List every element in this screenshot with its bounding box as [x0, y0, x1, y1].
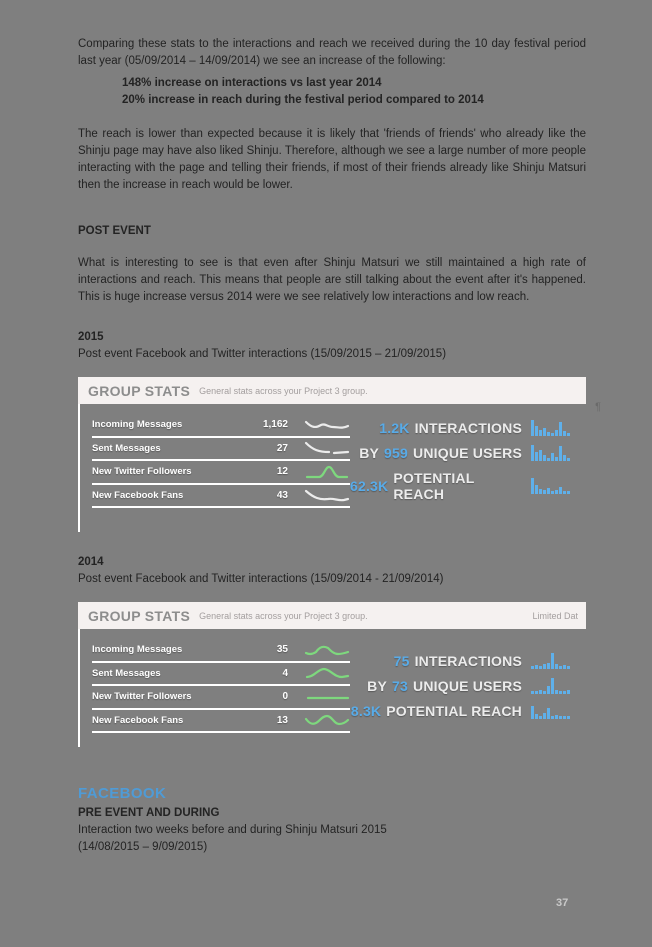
stat-unique-users	[367, 678, 570, 694]
row-value: 4	[282, 667, 288, 679]
paragraph-reach-explanation: The reach is lower than expected because it is likely that 'friends of friends' who already like the Shinju page may have also liked Shinju. Therefore, although we see a large number of more people interacting with the page and telling their friends, if most of their friends already like Shinju Matsuri then the increase in reach would be lower.	[78, 128, 586, 191]
pre-event-description: Interaction two weeks before and during Shinju Matsuri 2015	[78, 824, 387, 836]
sparkline-peak-icon	[304, 665, 350, 681]
pre-event-heading: PRE EVENT AND DURING	[78, 807, 220, 819]
row-label: Sent Messages	[92, 442, 161, 454]
row-label: Sent Messages	[92, 667, 161, 679]
bar-chart-icon	[531, 653, 570, 669]
paragraph-comparison: Comparing these stats to the interactions and reach we received during the 10 day festival period last year (05/09/2014 – 14/09/2014) we see an increase of the following:	[78, 38, 586, 67]
stat-label: UNIQUE USERS	[413, 678, 522, 694]
sparkline-bump-icon	[304, 642, 350, 658]
bar-chart-icon	[531, 478, 570, 494]
big-stats	[350, 414, 570, 508]
table-row	[92, 663, 350, 687]
sparkline-flat-icon	[304, 689, 350, 705]
table-row	[92, 461, 350, 485]
row-value: 13	[276, 714, 288, 726]
bar-chart-icon	[531, 678, 570, 694]
year-2015-heading: 2015	[78, 331, 104, 343]
group-stats-widget-2015	[78, 377, 601, 532]
stat-interactions	[394, 653, 570, 669]
paragraph-post-event: What is interesting to see is that even after Shinju Matsuri we still maintained a high rate of interactions and reach. This means that people are still talking about the event after it's happened. This is huge increase versus 2014 were we see relatively low interactions and low reach.	[78, 257, 586, 303]
widget-header	[78, 377, 586, 404]
stat-value: 1.2K	[379, 420, 410, 436]
pilcrow-mark: ¶	[595, 401, 601, 413]
bar-chart-icon	[531, 703, 570, 719]
list-item: 20% increase in reach during the festival period compared to 2014	[122, 94, 484, 106]
row-label: Incoming Messages	[92, 419, 183, 431]
widget-title: GROUP STATS	[88, 607, 191, 624]
sparkline-wave-icon	[304, 417, 350, 433]
table-row	[92, 485, 350, 509]
stat-value: 73	[392, 678, 409, 694]
stat-unique-users	[359, 445, 570, 461]
stat-label: POTENTIAL REACH	[386, 703, 522, 719]
stat-prefix: BY	[359, 445, 380, 461]
bar-chart-icon	[531, 420, 570, 436]
stat-prefix: BY	[367, 678, 388, 694]
list-item: 148% increase on interactions vs last year 2014	[122, 77, 382, 89]
limited-data-badge: Limited Dat	[532, 610, 578, 621]
row-value: 12	[276, 466, 288, 478]
facebook-section-heading: FACEBOOK	[78, 785, 167, 802]
table-row	[92, 686, 350, 710]
table-row	[92, 414, 350, 438]
stat-value: 959	[384, 445, 409, 461]
row-value: 35	[276, 644, 288, 656]
post-event-heading: POST EVENT	[78, 225, 151, 237]
year-2015-subtitle: Post event Facebook and Twitter interactions (15/09/2015 – 21/09/2015)	[78, 348, 447, 360]
sparkline-decline-icon	[304, 440, 350, 456]
sparkline-wave-icon	[304, 712, 350, 728]
year-2014-subtitle: Post event Facebook and Twitter interactions (15/09/2014 - 21/09/2014)	[78, 573, 444, 585]
stat-label: POTENTIAL REACH	[393, 470, 475, 502]
row-label: New Twitter Followers	[92, 691, 192, 703]
widget-subtitle: General stats across your Project 3 group.	[199, 610, 368, 621]
stat-potential-reach	[351, 703, 570, 719]
increase-stats-list	[122, 75, 586, 109]
stat-interactions	[379, 420, 570, 436]
stat-label: INTERACTIONS	[414, 420, 522, 436]
widget-title: GROUP STATS	[88, 382, 191, 399]
table-row	[92, 639, 350, 663]
widget-subtitle: General stats across your Project 3 group.	[199, 385, 368, 396]
row-value: 27	[276, 442, 288, 454]
group-stats-widget-2014	[78, 602, 586, 747]
stat-value: 75	[393, 653, 410, 669]
widget-header	[78, 602, 586, 629]
stat-potential-reach	[350, 470, 570, 502]
row-label: Incoming Messages	[92, 644, 183, 656]
stat-value: 8.3K	[350, 703, 382, 719]
document-page	[78, 36, 601, 856]
big-stats	[350, 639, 570, 733]
stats-table	[92, 414, 350, 508]
page-number: 37	[556, 897, 569, 909]
row-label: New Twitter Followers	[92, 466, 192, 478]
bar-chart-icon	[531, 445, 570, 461]
stats-table	[92, 639, 350, 733]
sparkline-dip-icon	[304, 487, 350, 503]
row-label: New Facebook Fans	[92, 714, 184, 726]
table-row	[92, 710, 350, 734]
stat-value: 62.3K	[350, 478, 389, 494]
pre-event-dates: (14/08/2015 – 9/09/2015)	[78, 841, 208, 853]
stat-label: UNIQUE USERS	[413, 445, 522, 461]
widget-body	[78, 629, 586, 747]
row-label: New Facebook Fans	[92, 489, 184, 501]
stat-label: INTERACTIONS	[414, 653, 522, 669]
row-value: 1,162	[262, 419, 288, 431]
row-value: 43	[276, 489, 288, 501]
table-row	[92, 438, 350, 462]
widget-body	[78, 404, 586, 532]
sparkline-peak-icon	[304, 464, 350, 480]
year-2014-heading: 2014	[78, 556, 104, 568]
row-value: 0	[282, 691, 288, 703]
